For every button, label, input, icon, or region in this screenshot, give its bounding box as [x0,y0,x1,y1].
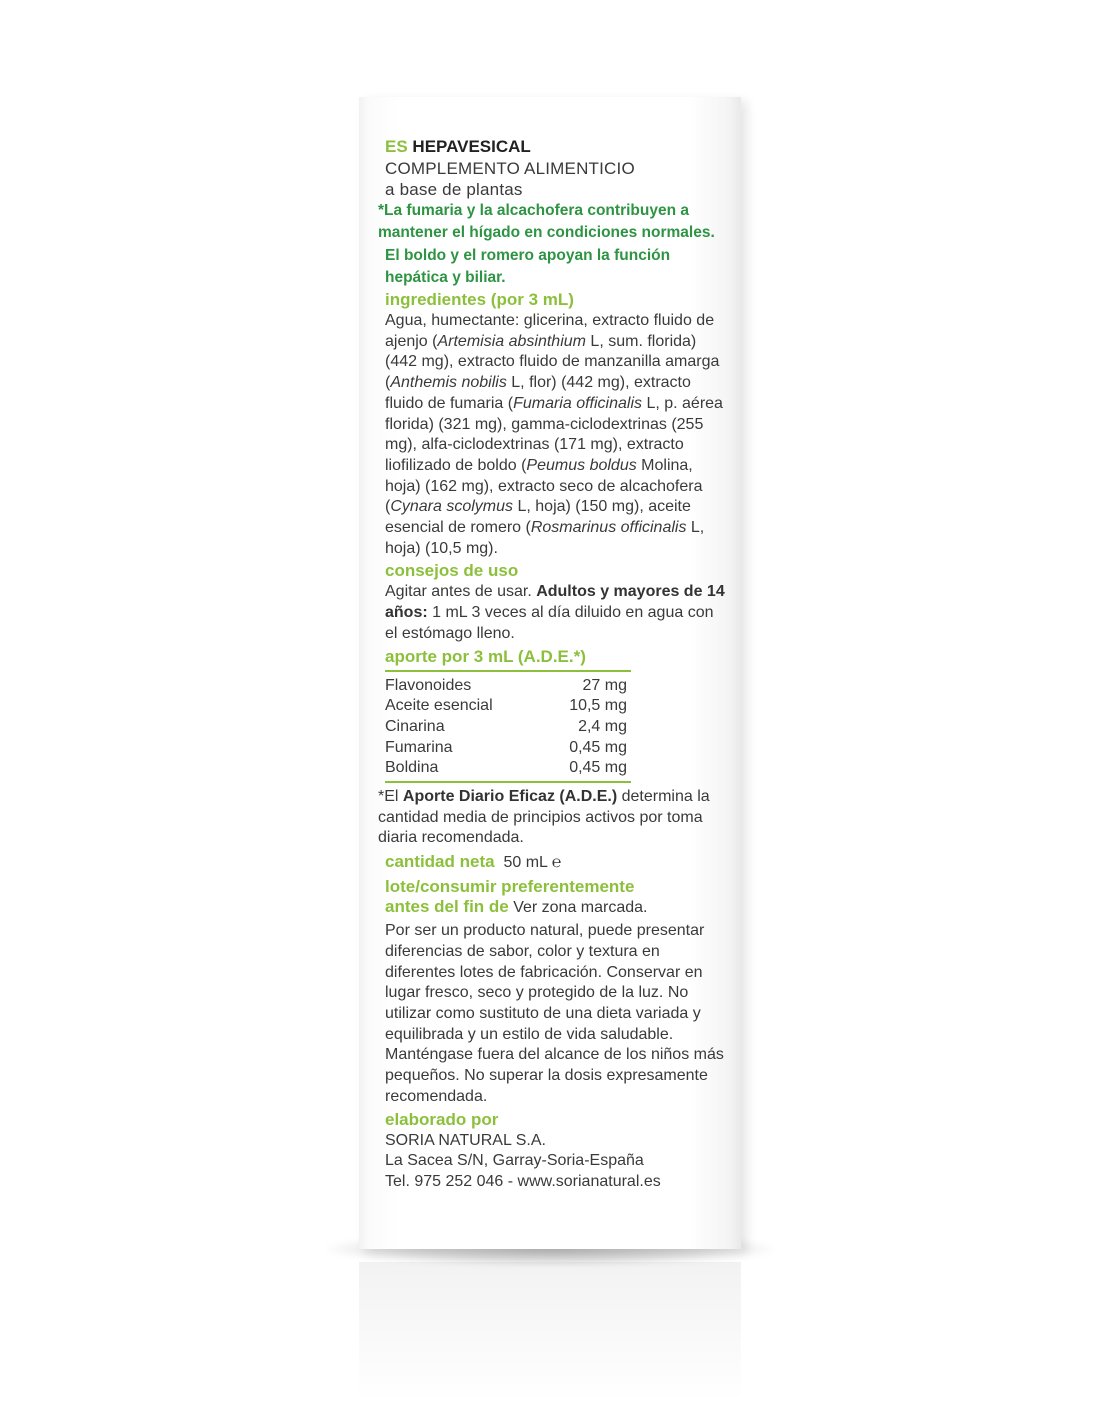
latin-name: Peumus boldus [526,456,637,474]
net-heading: cantidad neta [385,852,495,872]
latin-name: Cynara scolymus [390,498,514,516]
ade-note-prefix: *El [378,788,403,806]
ingredients-heading: ingredientes (por 3 mL) [385,290,574,309]
ade-name: Flavonoides [385,676,472,694]
ade-note-text: determina la cantidad media de principios activos por toma diaria recomendada. [378,788,710,847]
usage-text-2: 1 mL 3 veces al día diluido en agua con el estómago lleno. [385,604,714,642]
usage-heading: consejos de uso [385,561,519,581]
table-row [385,672,631,697]
net-value: 50 mL ℮ [503,854,562,872]
latin-name: Rosmarinus officinalis [530,519,687,537]
lang-code: ES [385,137,408,156]
ade-value: 27 mg [582,676,627,694]
box-reflection [359,1262,741,1402]
ade-value: 0,45 mg [569,738,627,756]
ingredients-part: L, p. aérea florida) (321 mg), gamma-ciclodextrinas (255 mg), alfa-ciclodextrinas (171 mg), extracto liofilizado de boldo ( [385,394,723,474]
ingredients-part: Molina, hoja) (162 mg), extracto seco de alcachofera ( [385,456,703,516]
warnings-text: Por ser un producto natural, puede presentar diferencias de sabor, color y textura en diferentes lotes de fabricación. Conservar en lugar fresco, seco y protegido de la luz. No utilizar como sustituto de una dieta variada y equilibrada y un estilo de vida saludable. Manténgase fuera del alcance de los niños más pequeños. No superar la dosis expresamente recomendada. [385,922,724,1105]
ade-note [378,787,730,849]
ingredients-part: L, hoja) (10,5 mg). [385,519,705,557]
product-category: COMPLEMENTO ALIMENTICIO [385,159,635,178]
ade-value: 10,5 mg [569,697,627,715]
net-quantity [385,851,730,874]
table-row [385,738,631,759]
table-row [385,696,631,717]
lot-heading-2: antes del fin de [385,897,509,917]
ade-heading: aporte por 3 mL (A.D.E.*) [385,646,631,672]
product-category-sub: a base de plantas [385,180,523,199]
label-content [378,136,730,1193]
ingredients-part: Agua, humectante: glicerina, extracto fluido de ajenjo ( [385,312,715,350]
table-row [385,717,631,738]
health-claim-1: *La fumaria y la alcachofera contribuyen a mantener el hígado en condiciones normales. [378,202,715,241]
ade-name: Aceite esencial [385,697,493,715]
lot-heading-1: lote/consumir preferentemente [385,877,635,897]
health-claim-2: El boldo y el romero apoyan la función hepática y biliar. [385,247,671,286]
ingredients-part: L, hoja) (150 mg), aceite esencial de romero ( [385,498,691,537]
maker-company: SORIA NATURAL S.A. [385,1131,546,1149]
usage-text [385,582,730,644]
ade-name: Boldina [385,759,439,777]
ade-value: 0,45 mg [569,759,627,777]
maker-address: La Sacea S/N, Garray-Soria-España [385,1152,644,1170]
latin-name: Fumaria officinalis [513,394,642,412]
product-title [385,136,730,158]
ade-name: Fumarina [385,738,453,756]
table-row [385,758,631,782]
ade-name: Cinarina [385,717,445,735]
ingredients-part: L, flor) (442 mg), extracto fluido de fumaria ( [385,374,691,412]
latin-name: Anthemis nobilis [390,374,507,392]
ade-table [385,672,631,784]
usage-bold: Adultos y mayores de 14 años: [385,583,725,622]
ingredients-text [385,311,730,559]
usage-text-1: Agitar antes de usar. [385,583,537,601]
product-name: HEPAVESICAL [412,137,531,156]
maker-heading: elaborado por [385,1109,499,1129]
lot-row [385,896,730,919]
latin-name: Artemisia absinthium [437,332,586,350]
ade-note-bold: Aporte Diario Eficaz (A.D.E.) [402,788,618,806]
maker-contact: Tel. 975 252 046 - www.sorianatural.es [385,1172,661,1190]
lot-value: Ver zona marcada. [508,899,648,917]
ade-value: 2,4 mg [578,717,627,735]
ingredients-part: L, sum. florida) (442 mg), extracto fluido de manzanilla amarga ( [385,332,720,392]
